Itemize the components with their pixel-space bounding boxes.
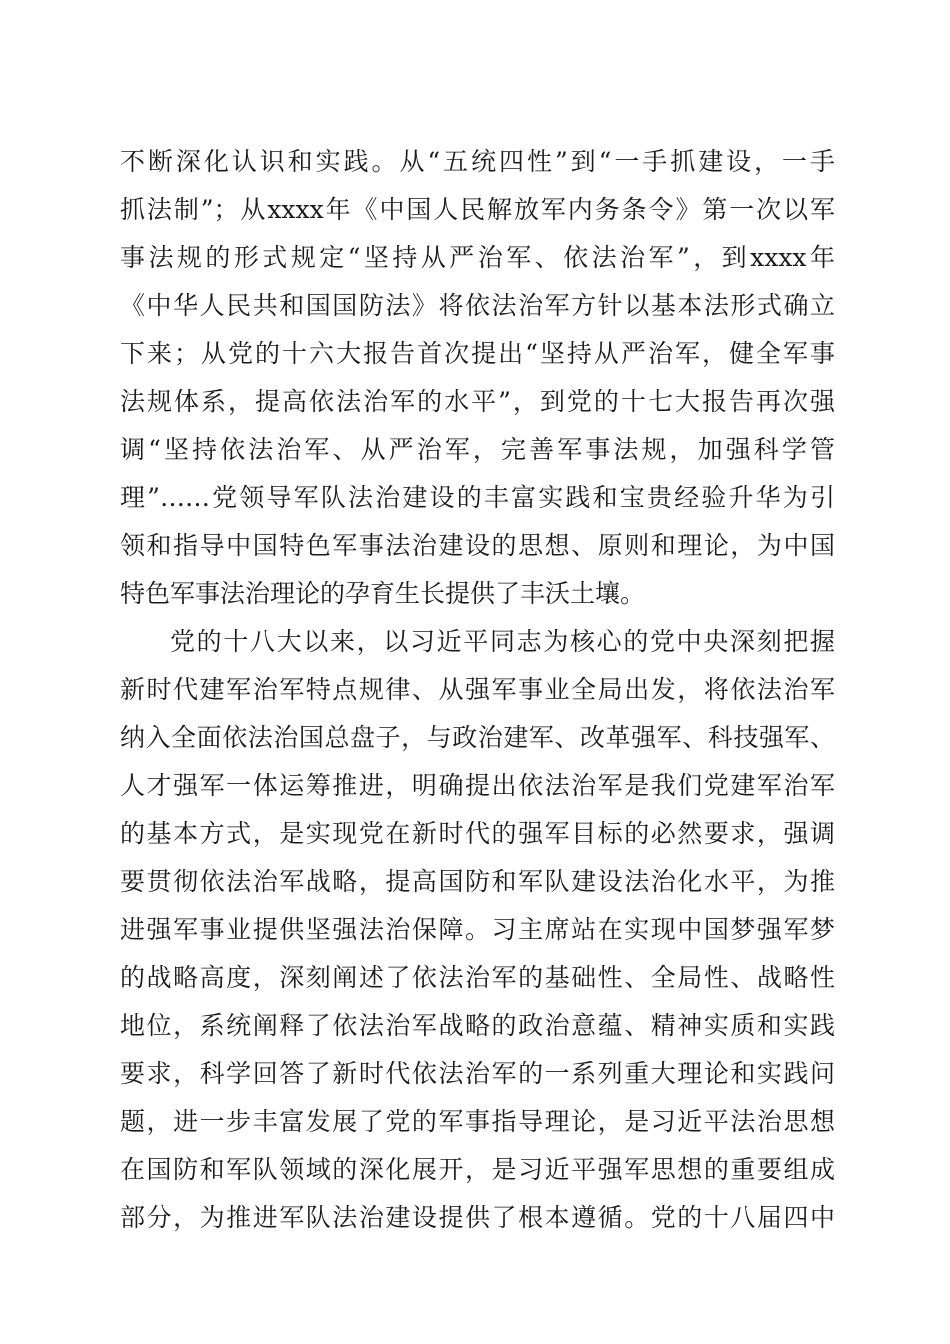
text-line: 进强军事业提供坚强法治保障。习主席站在实现中国梦强军梦 bbox=[120, 915, 835, 944]
text-line: 特色军事法治理论的孕育生长提供了丰沃土壤。 bbox=[120, 579, 646, 608]
text-line: 题，进一步丰富发展了党的军事指导理论，是习近平法治思想 bbox=[120, 1107, 835, 1136]
text-line: 的战略高度，深刻阐述了依法治军的基础性、全局性、战略性 bbox=[120, 963, 835, 992]
text-line: 不断深化认识和实践。从“五统四性”到“一手抓建设，一手 bbox=[120, 147, 835, 176]
text-line: 的基本方式，是实现党在新时代的强军目标的必然要求，强调 bbox=[120, 819, 835, 848]
text-line: 《中华人民共和国国防法》将依法治军方针以基本法形式确立 bbox=[120, 291, 835, 320]
text-line: 要求，科学回答了新时代依法治军的一系列重大理论和实践问 bbox=[120, 1059, 835, 1088]
text-line: 要贯彻依法治军战略，提高国防和军队建设法治化水平，为推 bbox=[120, 867, 835, 896]
text-line: 纳入全面依法治国总盘子，与政治建军、改革强军、科技强军、 bbox=[120, 723, 835, 752]
paragraph-first-line: 党的十八大以来，以习近平同志为核心的党中央深刻把握 bbox=[170, 627, 835, 656]
text-line: 在国防和军队领域的深化展开，是习近平强军思想的重要组成 bbox=[120, 1155, 835, 1184]
text-line: 领和指导中国特色军事法治建设的思想、原则和理论，为中国 bbox=[120, 531, 835, 560]
text-line: 部分，为推进军队法治建设提供了根本遵循。党的十八届四中 bbox=[120, 1203, 835, 1232]
text-line: 事法规的形式规定“坚持从严治军、依法治军”，到xxxx年 bbox=[120, 243, 835, 272]
text-line: 下来；从党的十六大报告首次提出“坚持从严治军，健全军事 bbox=[120, 339, 835, 368]
text-line: 抓法制”；从xxxx年《中国人民解放军内务条令》第一次以军 bbox=[120, 195, 835, 224]
text-line: 人才强军一体运筹推进，明确提出依法治军是我们党建军治军 bbox=[120, 771, 835, 800]
text-line: 法规体系，提高依法治军的水平”，到党的十七大报告再次强 bbox=[120, 387, 835, 416]
body-text bbox=[120, 138, 835, 1242]
text-line: 理”……党领导军队法治建设的丰富实践和宝贵经验升华为引 bbox=[120, 483, 835, 512]
text-line: 新时代建军治军特点规律、从强军事业全局出发，将依法治军 bbox=[120, 675, 835, 704]
text-line: 地位，系统阐释了依法治军战略的政治意蕴、精神实质和实践 bbox=[120, 1011, 835, 1040]
text-line: 调“坚持依法治军、从严治军，完善军事法规，加强科学管 bbox=[120, 435, 835, 464]
